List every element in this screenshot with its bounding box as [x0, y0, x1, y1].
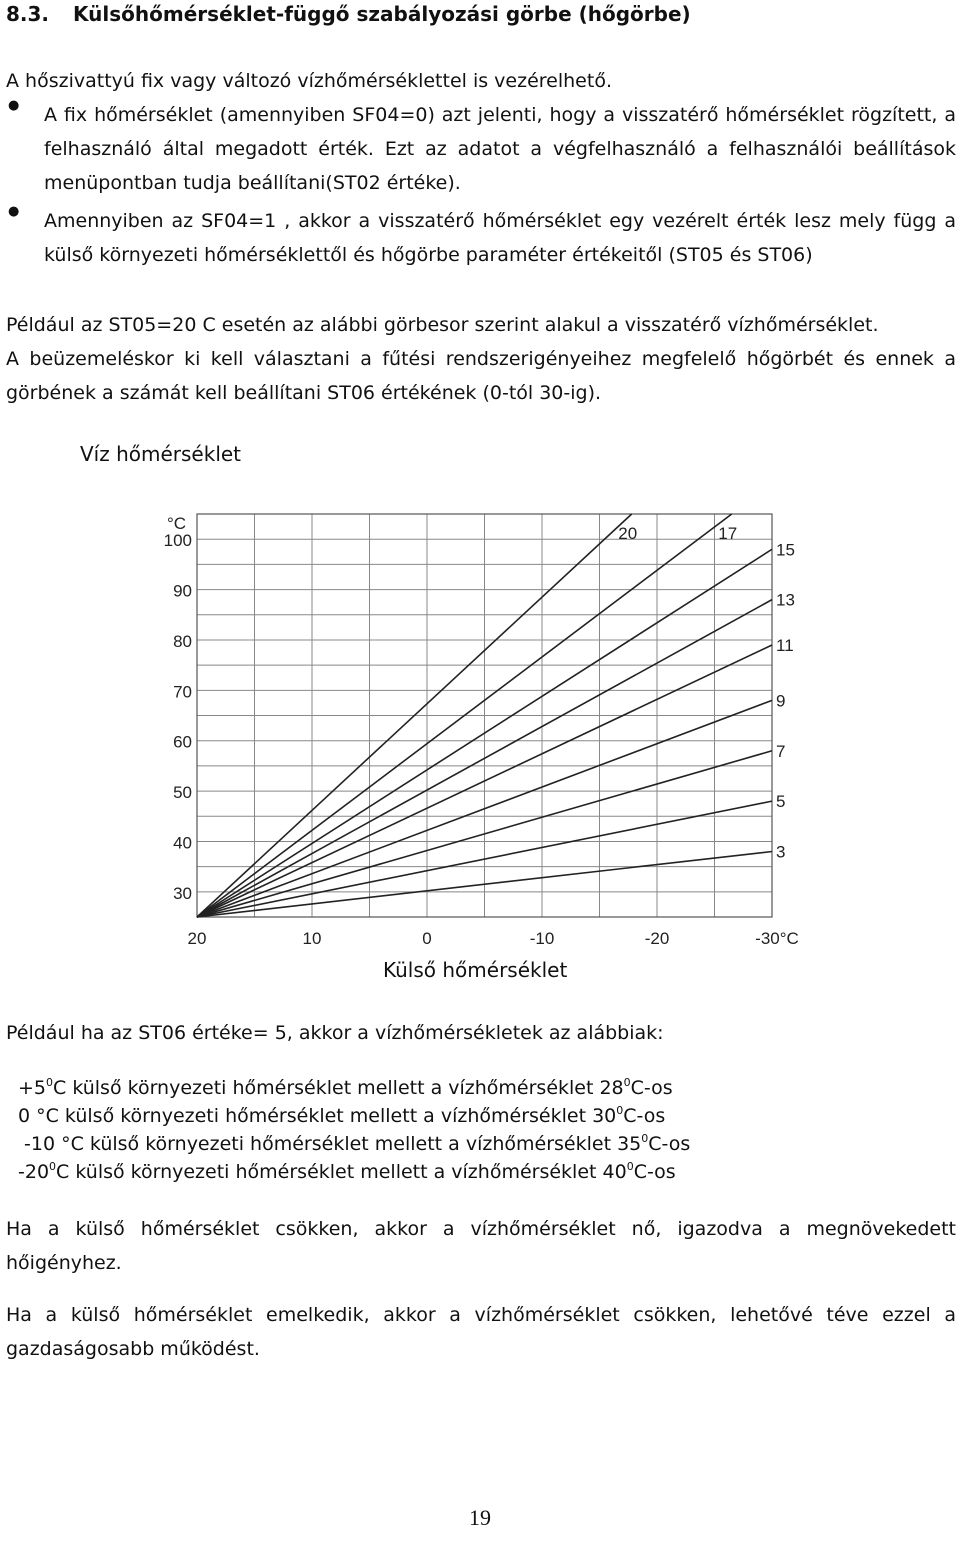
- series-label-20: 20: [618, 524, 638, 543]
- series-label-17: 17: [718, 524, 738, 543]
- x-tick-label: -10: [529, 929, 555, 948]
- y-tick-label: 50: [173, 783, 192, 803]
- bullet-marker: ●: [8, 98, 20, 113]
- example-values-intro: Például ha az ST06 értéke= 5, akkor a vízhőmérsékletek az alábbiak:: [6, 1022, 664, 1044]
- x-tick-label: 20: [187, 929, 207, 948]
- series-label-13: 13: [776, 590, 795, 610]
- setup-paragraph: A beüzemeléskor ki kell választani a fűtési rendszerigényeihez megfelelő hőgörbét és ennek a görbének a számát kell beállítani ST06 értékének (0-tól 30-ig).: [6, 348, 956, 404]
- example-intro-paragraph: Például az ST05=20 C esetén az alábbi görbesor szerint alakul a visszatérő vízhőmérséklet.: [6, 314, 879, 336]
- example-line-plus5: $+5^0C$ külső környezeti hőmérséklet mellett a vízhőmérséklet $28^0C-os$: [18, 1076, 673, 1099]
- bullet-item-fixed: A fix hőmérséklet (amennyiben SF04=0) azt jelenti, hogy a visszatérő hőmérséklet rögzített, a felhasználó által megadott érték. Ezt az adatot a végfelhasználó a felhasználói beállítások menüpontban tudja beállítani(ST02 értéke).: [44, 104, 956, 194]
- example-line-minus20: $-20^0C$ külső környezeti hőmérséklet mellett a vízhőmérséklet $40^0C-os$: [18, 1160, 676, 1183]
- decrease-paragraph: Ha a külső hőmérséklet csökken, akkor a vízhőmérséklet nő, igazodva a megnövekedett hőigényhez.: [6, 1218, 956, 1274]
- y-tick-label: 30: [173, 883, 192, 903]
- series-label-9: 9: [776, 691, 786, 711]
- y-tick-label: 60: [173, 732, 192, 752]
- heating-curve-chart: [0, 500, 960, 960]
- series-label-7: 7: [776, 741, 786, 761]
- y-tick-label: 80: [173, 631, 192, 651]
- intro-paragraph: A hőszivattyú fix vagy változó vízhőmérséklettel is vezérelhető.: [6, 70, 612, 92]
- x-tick-label: -20: [644, 929, 670, 948]
- series-label-11: 11: [776, 635, 794, 655]
- increase-paragraph: Ha a külső hőmérséklet emelkedik, akkor a vízhőmérséklet csökken, lehetővé téve ezzel a gazdaságosabb működést.: [6, 1304, 956, 1360]
- bullet-marker: ●: [8, 204, 20, 219]
- example-line-minus10: -10 °C külső környezeti hőmérséklet mellett a vízhőmérséklet $35^0C-os$: [18, 1132, 691, 1155]
- y-tick-label: 40: [173, 833, 192, 853]
- section-heading: [6, 2, 691, 26]
- y-tick-label: 100: [163, 531, 192, 551]
- example-line-zero: 0 °C külső környezeti hőmérséklet mellett a vízhőmérséklet $30^0C-os$: [18, 1104, 666, 1127]
- x-tick-label: -30°C: [755, 929, 799, 948]
- x-tick-label: 0: [422, 929, 432, 948]
- page-number: 19: [469, 1505, 491, 1530]
- bullet-item-variable: Amennyiben az SF04=1 , akkor a visszatérő hőmérséklet egy vezérelt érték lesz mely függ a külső környezeti hőmérséklettől és hőgörbe paraméter értékeitől (ST05 és ST06): [44, 210, 956, 266]
- y-unit-label: °C: [167, 514, 187, 533]
- x-tick-label: 10: [302, 929, 322, 948]
- series-label-5: 5: [776, 792, 786, 812]
- chart-grid: [197, 514, 772, 917]
- section-title: Külsőhőmérséklet-függő szabályozási görbe (hőgörbe): [73, 2, 691, 26]
- y-tick-label: 90: [173, 581, 192, 601]
- y-tick-label: 70: [173, 682, 192, 702]
- series-label-3: 3: [776, 842, 786, 862]
- chart-x-caption: Külső hőmérséklet: [383, 958, 568, 982]
- chart-y-caption: Víz hőmérséklet: [80, 442, 242, 466]
- series-label-15: 15: [776, 540, 795, 560]
- section-number: 8.3.: [6, 2, 50, 26]
